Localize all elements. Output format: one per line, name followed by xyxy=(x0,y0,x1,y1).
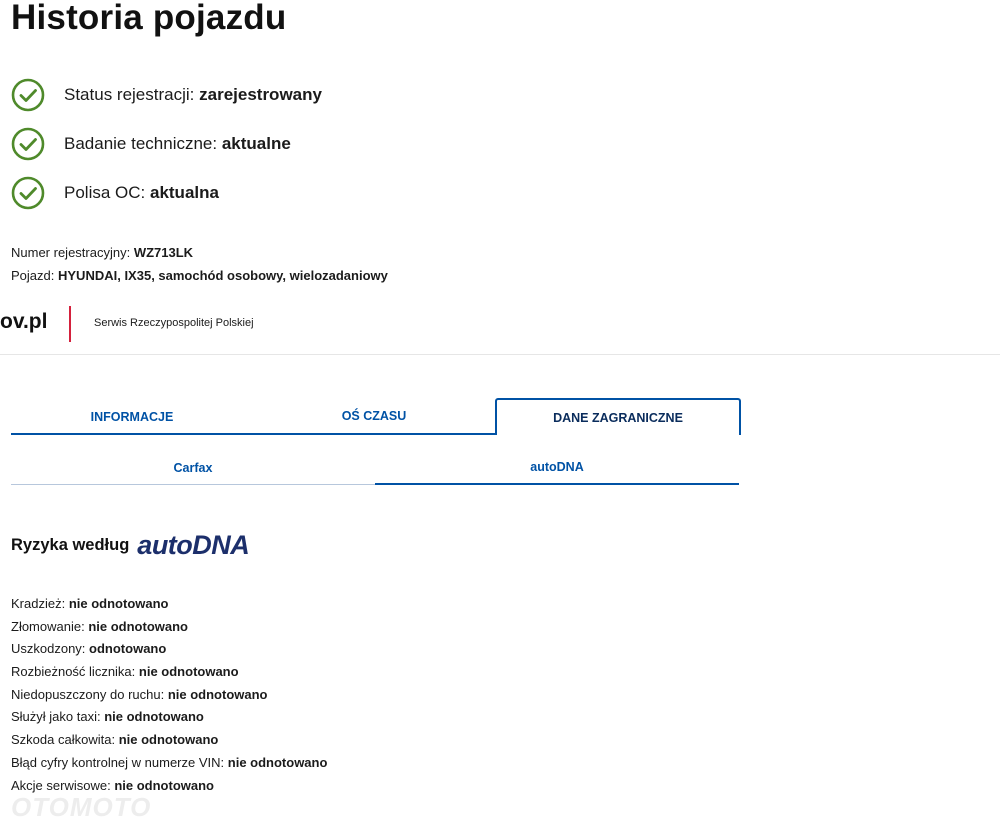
risk-value: nie odnotowano xyxy=(227,754,328,770)
check-circle-icon xyxy=(11,78,45,112)
status-label: Badanie techniczne: xyxy=(64,134,218,153)
risk-item xyxy=(11,707,327,730)
risk-value: nie odnotowano xyxy=(88,618,188,634)
risk-label: Służył jako taxi: xyxy=(11,709,101,725)
status-label: Status rejestracji: xyxy=(64,85,195,104)
vehicle-label: Pojazd: xyxy=(11,268,55,283)
status-inspection-text xyxy=(64,134,291,154)
vehicle-description xyxy=(11,268,388,283)
risk-label: Akcje serwisowe: xyxy=(11,777,111,793)
subtab-label: Carfax xyxy=(173,460,213,475)
gov-logo[interactable]: ov.pl xyxy=(0,310,48,333)
risk-item xyxy=(11,594,327,617)
risk-value: nie odnotowano xyxy=(118,732,219,748)
registration-number-label: Numer rejestracyjny: xyxy=(11,245,131,260)
risks-list xyxy=(11,594,327,798)
gov-header-bar xyxy=(0,300,1000,355)
status-value: aktualne xyxy=(221,134,291,153)
otomoto-watermark: OTOMOTO xyxy=(11,792,152,822)
status-value: aktualna xyxy=(149,183,219,202)
risk-value: nie odnotowano xyxy=(167,686,268,702)
autodna-logo: autoDNA xyxy=(137,530,250,560)
tab-label: DANE ZAGRANICZNE xyxy=(553,411,683,425)
vehicle-value: HYUNDAI, IX35, samochód osobowy, wielozadaniowy xyxy=(58,268,388,283)
status-insurance xyxy=(11,176,219,210)
risk-label: Kradzież: xyxy=(11,596,66,611)
status-registration xyxy=(11,78,322,112)
subtab-autodna[interactable] xyxy=(375,451,739,485)
registration-number xyxy=(11,245,193,260)
risk-value: nie odnotowano xyxy=(104,709,204,725)
tab-informacje[interactable] xyxy=(11,398,253,435)
status-registration-text xyxy=(64,85,322,105)
risk-value: nie odnotowano xyxy=(138,664,239,680)
risk-item xyxy=(11,753,327,776)
status-label: Polisa OC: xyxy=(64,183,146,202)
risks-title: Ryzyka według xyxy=(11,535,130,554)
risk-value: nie odnotowano xyxy=(114,777,214,793)
risk-item xyxy=(11,617,327,640)
tab-label: INFORMACJE xyxy=(90,409,174,424)
risk-value: nie odnotowano xyxy=(68,596,169,611)
risk-item xyxy=(11,685,327,708)
risk-label: Błąd cyfry kontrolnej w numerze VIN: xyxy=(11,754,225,770)
sub-tabs xyxy=(11,451,739,487)
risk-label: Złomowanie: xyxy=(11,618,85,634)
tab-os-czasu[interactable] xyxy=(253,397,495,434)
risk-label: Szkoda całkowita: xyxy=(11,732,116,748)
tab-label: OŚ CZASU xyxy=(341,408,407,423)
gov-divider xyxy=(69,306,71,342)
risk-item xyxy=(11,639,327,662)
page-title: Historia pojazdu xyxy=(11,0,287,37)
subtab-label: autoDNA xyxy=(530,460,584,474)
status-value: zarejestrowany xyxy=(199,85,322,104)
registration-number-value: WZ713LK xyxy=(133,245,194,260)
tab-dane-zagraniczne[interactable] xyxy=(495,398,741,435)
gov-caption: Serwis Rzeczypospolitej Polskiej xyxy=(94,317,254,329)
check-circle-icon xyxy=(11,176,45,210)
risks-heading xyxy=(11,529,249,561)
subtab-carfax[interactable] xyxy=(11,451,375,485)
status-insurance-text xyxy=(64,183,219,203)
risk-label: Niedopuszczony do ruchu: xyxy=(11,686,165,702)
check-circle-icon xyxy=(11,127,45,161)
risk-item xyxy=(11,662,327,685)
status-inspection xyxy=(11,127,291,161)
risk-label: Rozbieżność licznika: xyxy=(11,664,136,680)
main-tabs xyxy=(11,398,739,435)
risk-item xyxy=(11,730,327,753)
risk-label: Uszkodzony: xyxy=(11,641,86,657)
risk-value: odnotowano xyxy=(89,641,167,657)
